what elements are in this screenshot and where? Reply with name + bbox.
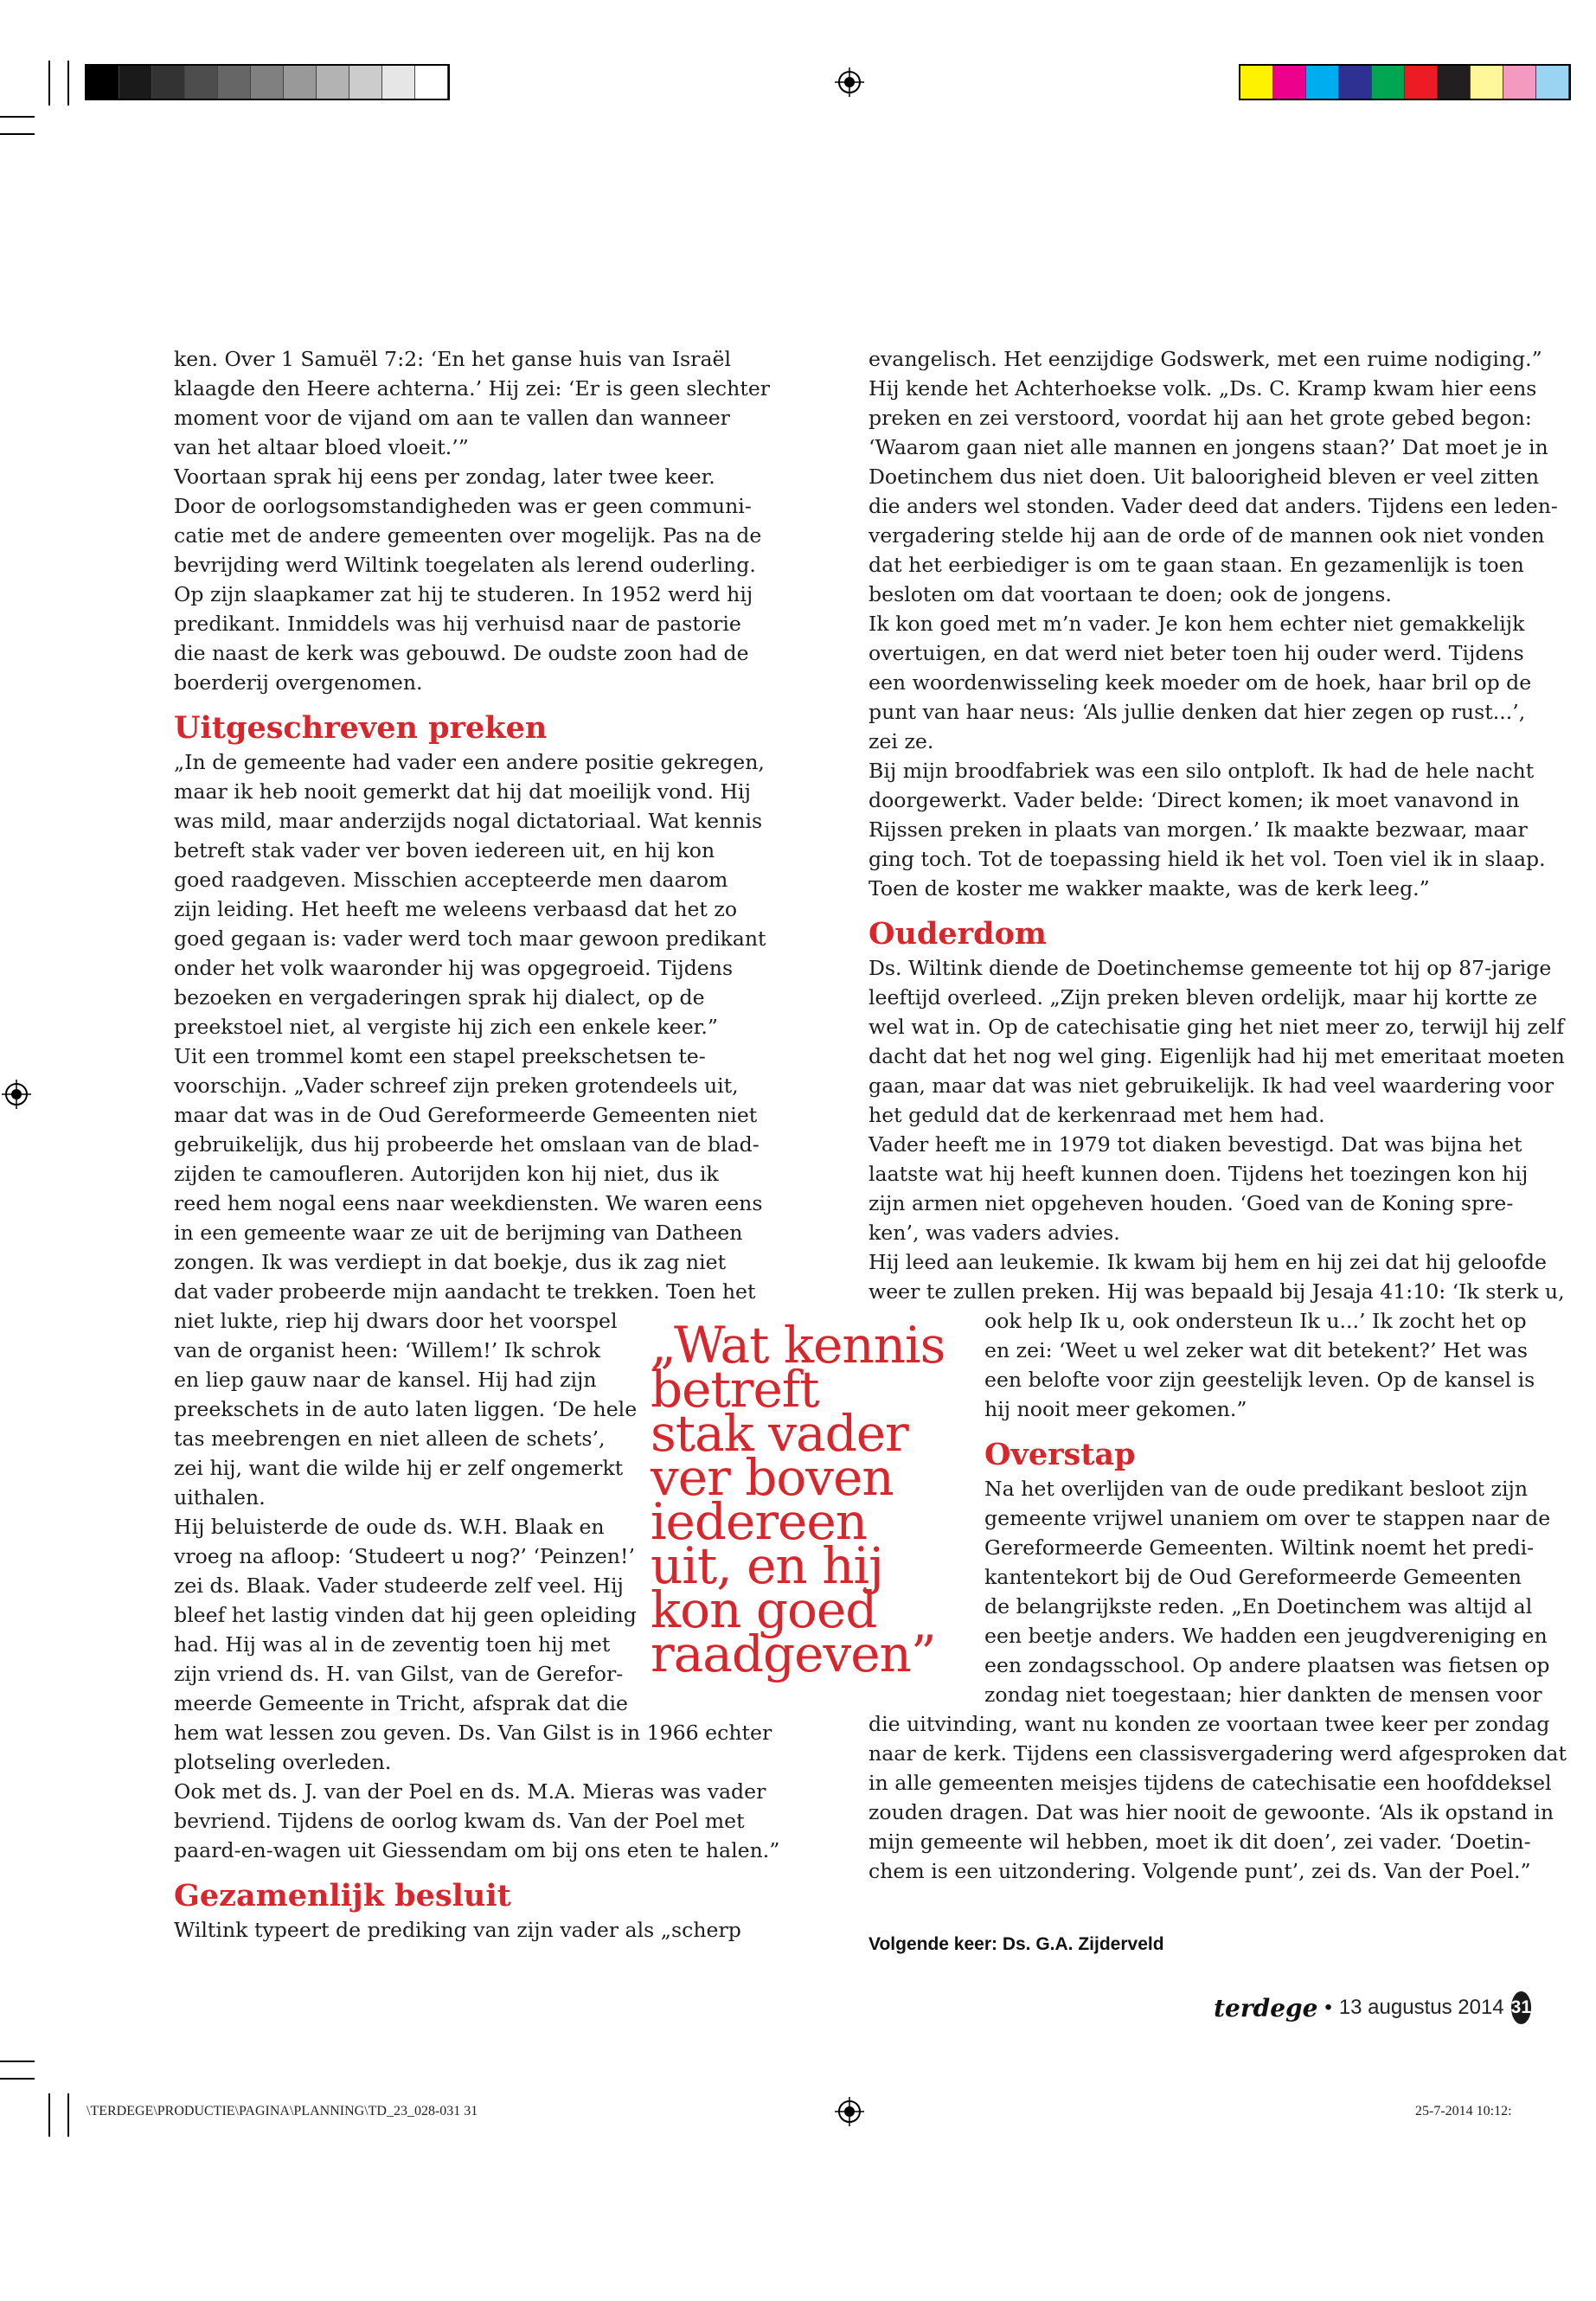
text-line: zijn armen niet opgeheven houden. ‘Goed van de Koning spre- — [869, 1191, 1514, 1215]
crop-mark — [0, 133, 35, 135]
color-swatch — [87, 66, 119, 99]
text-line: hem wat lessen zou geven. Ds. Van Gilst is in 1966 echter — [174, 1721, 772, 1745]
text-line: Doetinchem dus niet doen. Uit baloorigheid bleven er veel zitten — [869, 465, 1540, 489]
text-line: zei ds. Blaak. Vader studeerde zelf veel. Hij — [174, 1574, 624, 1598]
color-swatch — [185, 66, 218, 99]
color-swatch — [1339, 66, 1372, 99]
text-line: Toen de koster me wakker maakte, was de kerk leeg.” — [869, 876, 1430, 901]
pull-quote-line: kon goed — [651, 1580, 877, 1639]
text-line: die anders wel stonden. Vader deed dat anders. Tijdens een leden- — [869, 494, 1558, 518]
text-line: klaagde den Heere achterna.’ Hij zei: ‘Er is geen slechter — [174, 376, 771, 401]
text-line: hij nooit meer gekomen.” — [984, 1397, 1247, 1421]
text-line: Wiltink typeert de prediking van zijn vader als „scherp — [174, 1918, 741, 1942]
crop-mark — [48, 2093, 50, 2137]
text-line: goed gegaan is: vader werd toch maar gewoon predikant — [174, 926, 766, 951]
text-line: dacht dat het nog wel ging. Eigenlijk had hij met emeritaat moeten — [869, 1044, 1565, 1068]
text-line: maar ik heb nooit gemerkt dat hij dat moeilijk vond. Hij — [174, 779, 751, 804]
process-color-bar — [1239, 64, 1571, 100]
text-line: dat het eerbiediger is om te gaan staan. En gezamenlijk is toen — [869, 553, 1524, 577]
text-line: reed hem nogal eens naar weekdiensten. We waren eens — [174, 1191, 763, 1215]
color-swatch — [1438, 66, 1471, 99]
text-line: catie met de andere gemeenten over mogelijk. Pas na de — [174, 523, 762, 548]
color-swatch — [218, 66, 251, 99]
text-line: ken’, was vaders advies. — [869, 1221, 1120, 1245]
text-line: voorschijn. „Vader schreef zijn preken grotendeels uit, — [174, 1074, 739, 1098]
magazine-logo: terdege — [1214, 1993, 1318, 2022]
text-line: Ik kon goed met m’n vader. Je kon hem echter niet gemakkelijk — [869, 612, 1525, 636]
right-column — [869, 344, 1567, 1886]
text-line: zijn vriend ds. H. van Gilst, van de Gerefor- — [174, 1662, 624, 1686]
pull-quote-line: iedereen — [651, 1492, 868, 1551]
color-swatch — [284, 66, 317, 99]
text-line: bleef het lastig vinden dat hij geen opleiding — [174, 1603, 637, 1627]
text-line: overtuigen, en dat werd niet beter toen hij ouder werd. Tijdens — [869, 641, 1524, 665]
text-line: die uitvinding, want nu konden ze voortaan twee keer per zondag — [869, 1712, 1550, 1736]
text-line: en zei: ‘Weet u wel zeker wat dit betekent?’ Het was — [984, 1338, 1528, 1362]
text-line: Hij leed aan leukemie. Ik kwam bij hem en hij zei dat hij geloofde — [869, 1250, 1547, 1274]
text-line: evangelisch. Het eenzijdige Godswerk, met een ruime nodiging.” — [869, 347, 1542, 371]
text-line: zei hij, want die wilde hij er zelf ongemerkt — [174, 1456, 624, 1480]
left-column — [174, 344, 780, 1945]
text-line: Ds. Wiltink diende de Doetinchemse gemeente tot hij op 87-jarige — [869, 956, 1552, 980]
text-line: ‘Waarom gaan niet alle mannen en jongens staan?’ Dat moet je in — [869, 435, 1548, 459]
text-line: preken en zei verstoord, voordat hij aan het grote gebed begon: — [869, 406, 1532, 430]
print-slug-path: \TERDEGE\PRODUCTIE\PAGINA\PLANNING\TD_23_028-031 31 — [87, 2104, 478, 2118]
text-line: gebruikelijk, dus hij probeerde het omslaan van de blad- — [174, 1132, 760, 1157]
text-line: in alle gemeenten meisjes tijdens de catechisatie een hoofddeksel — [869, 1771, 1552, 1795]
pull-quote-line: stak vader — [651, 1404, 908, 1463]
text-line: een zondagsschool. Op andere plaatsen was fietsen op — [984, 1653, 1550, 1677]
text-line: ken. Over 1 Samuël 7:2: ‘En het ganse huis van Israël — [174, 347, 732, 371]
text-line: dat vader probeerde mijn aandacht te trekken. Toen het — [174, 1279, 756, 1304]
color-swatch — [1306, 66, 1339, 99]
heading-gezamenlijk-besluit: Gezamenlijk besluit — [174, 1878, 511, 1913]
color-swatch — [415, 66, 448, 99]
text-line: preekschets in de auto laten liggen. ‘De hele — [174, 1397, 638, 1421]
issue-date: 13 augustus 2014 — [1338, 1996, 1504, 2019]
text-line: van het altaar bloed vloeit.’” — [174, 435, 469, 459]
text-line: in een gemeente waar ze uit de berijming van Datheen — [174, 1221, 743, 1245]
right-intro-text — [869, 344, 1558, 903]
text-line: predikant. Inmiddels was hij verhuisd naar de pastorie — [174, 612, 741, 636]
color-swatch — [1471, 66, 1503, 99]
text-line: preekstoel niet, al vergiste hij zich een enkele keer.” — [174, 1015, 718, 1039]
crop-mark — [0, 116, 35, 118]
text-line: tas meebrengen en niet alleen de schets’, — [174, 1426, 606, 1451]
text-line: meerde Gemeente in Tricht, afsprak dat die — [174, 1691, 628, 1715]
text-line: uithalen. — [174, 1485, 266, 1509]
text-line: Hij beluisterde de oude ds. W.H. Blaak en — [174, 1515, 605, 1539]
section-overstap-text — [869, 1709, 1567, 1886]
text-line: had. Hij was al in de zeventig toen hij met — [174, 1632, 611, 1657]
text-line: die naast de kerk was gebouwd. De oudste zoon had de — [174, 641, 749, 665]
text-line: bevrijding werd Wiltink toegelaten als lerend ouderling. — [174, 553, 756, 577]
text-line: Gereformeerde Gemeenten. Wiltink noemt het predi- — [984, 1535, 1535, 1560]
page-footer — [1214, 1991, 1531, 2024]
text-line: zongen. Ik was verdiept in dat boekje, dus ik zag niet — [174, 1250, 727, 1274]
registration-mark-icon — [835, 67, 864, 97]
text-line: bevriend. Tijdens de oorlog kwam ds. Van der Poel met — [174, 1809, 745, 1833]
text-line: was mild, maar anderzijds nogal dictatoriaal. Wat kennis — [174, 809, 763, 833]
text-line: plotseling overleden. — [174, 1750, 392, 1774]
text-line: en liep gauw naar de kansel. Hij had zijn — [174, 1368, 597, 1392]
next-episode-note: Volgende keer: Ds. G.A. Zijderveld — [869, 1934, 1164, 1954]
text-line: zijden te camoufleren. Autorijden kon hij niet, dus ik — [174, 1162, 719, 1186]
page-number-badge: 31 — [1511, 1991, 1531, 2024]
color-swatch — [1536, 66, 1569, 99]
text-line: laatste wat hij heeft kunnen doen. Tijdens het toezingen kon hij — [869, 1162, 1529, 1186]
text-line: Bij mijn broodfabriek was een silo ontploft. Ik had de hele nacht — [869, 759, 1535, 783]
text-line: zei ze. — [869, 729, 934, 753]
pull-quote-line: ver boven — [651, 1448, 894, 1507]
text-line: Voortaan sprak hij eens per zondag, later twee keer. — [174, 465, 715, 489]
text-line: Ook met ds. J. van der Poel en ds. M.A. Mieras was vader — [174, 1779, 766, 1804]
text-line: besloten om dat voortaan te doen; ook de jongens. — [869, 582, 1392, 606]
text-line: Hij kende het Achterhoekse volk. „Ds. C. Kramp kwam hier eens — [869, 376, 1537, 401]
text-line: zijn leiding. Het heeft me weleens verbaasd dat het zo — [174, 897, 738, 921]
heading-ouderdom: Ouderdom — [869, 916, 1047, 952]
crop-mark — [48, 61, 50, 106]
text-line: een belofte voor zijn geestelijk leven. Op de kansel is — [984, 1368, 1535, 1392]
text-line: onder het volk waaronder hij was opgegroeid. Tijdens — [174, 956, 734, 980]
crop-mark — [67, 61, 69, 106]
color-swatch — [152, 66, 185, 99]
text-line: chem is een uitzondering. Volgende punt’, zei ds. Van der Poel.” — [869, 1859, 1531, 1883]
color-swatch — [1405, 66, 1438, 99]
text-line: ging toch. Tot de toepassing hield ik het vol. Toen viel ik in slaap. — [869, 847, 1546, 871]
text-line: naar de kerk. Tijdens een classisvergadering werd afgesproken dat — [869, 1741, 1567, 1766]
pull-quote-line: uit, en hij — [651, 1536, 884, 1595]
text-line: gemeente vrijwel unaniem om over te stappen naar de — [984, 1506, 1551, 1530]
text-line: mijn gemeente wil hebben, moet ik dit doen’, zei vader. ‘Doetin- — [869, 1830, 1531, 1854]
color-swatch — [317, 66, 349, 99]
pull-quote-line: betreft — [651, 1360, 819, 1419]
text-line: van de organist heen: ‘Willem!’ Ik schrok — [174, 1338, 601, 1362]
registration-mark-icon — [835, 2097, 864, 2126]
text-line: gaan, maar dat was niet gebruikelijk. Ik had veel waardering voor — [869, 1074, 1554, 1098]
text-line: kantentekort bij de Oud Gereformeerde Gemeenten — [984, 1565, 1522, 1589]
pull-quote-line: „Wat kennis — [651, 1316, 945, 1375]
color-swatch — [1273, 66, 1306, 99]
text-line: vergadering stelde hij aan de orde of de mannen ook niet vonden — [869, 523, 1545, 548]
section-ouderdom-indented-text — [869, 1306, 1552, 1424]
heading-overstap: Overstap — [984, 1437, 1136, 1472]
text-line: zouden dragen. Dat was hier nooit de gewoonte. ‘Als ik opstand in — [869, 1800, 1554, 1824]
registration-mark-icon — [2, 1080, 31, 1109]
text-line: niet lukte, riep hij dwars door het voorspel — [174, 1309, 618, 1333]
text-line: paard-en-wagen uit Giessendam om bij ons eten te halen.” — [174, 1838, 780, 1862]
text-line: het geduld dat de kerkenraad met hem had. — [869, 1103, 1325, 1127]
crop-mark — [0, 2061, 35, 2062]
text-line: Rijssen preken in plaats van morgen.’ Ik maakte bezwaar, maar — [869, 817, 1528, 842]
color-swatch — [1240, 66, 1273, 99]
text-line: bezoeken en vergaderingen sprak hij dialect, op de — [174, 985, 705, 1009]
text-line: wel wat in. Op de catechisatie ging het niet meer zo, terwijl hij zelf — [869, 1015, 1565, 1039]
text-line: zondag niet toegestaan; hier dankten de mensen voor — [984, 1682, 1542, 1707]
heading-uitgeschreven-preken: Uitgeschreven preken — [174, 710, 548, 746]
grayscale-color-bar — [85, 64, 450, 100]
text-line: goed raadgeven. Misschien accepteerde men daarom — [174, 868, 728, 892]
text-line: punt van haar neus: ‘Als jullie denken dat hier zegen op rust...’, — [869, 700, 1526, 724]
text-line: leeftijd overleed. „Zijn preken bleven ordelijk, maar hij kortte ze — [869, 985, 1538, 1009]
text-line: doorgewerkt. Vader belde: ‘Direct komen; ik moet vanavond in — [869, 788, 1520, 812]
text-line: ook help Ik u, ook ondersteun Ik u...’ Ik zocht het op — [984, 1309, 1527, 1333]
color-swatch — [1372, 66, 1405, 99]
text-line: een beetje anders. We hadden een jeugdvereniging en — [984, 1624, 1548, 1648]
print-slug-timestamp: 25-7-2014 10:12: — [1415, 2104, 1512, 2118]
color-swatch — [251, 66, 284, 99]
text-line: weer te zullen preken. Hij was bepaald bij Jesaja 41:10: ‘Ik sterk u, — [869, 1279, 1565, 1304]
text-line: een woordenwisseling keek moeder om de hoek, haar bril op de — [869, 670, 1532, 695]
left-intro-text — [174, 344, 771, 697]
footer-separator: • — [1324, 1996, 1332, 2019]
text-line: moment voor de vijand om aan te vallen dan wanneer — [174, 406, 730, 430]
text-line: Vader heeft me in 1979 tot diaken bevestigd. Dat was bijna het — [869, 1132, 1522, 1157]
text-line: de belangrijkste reden. „En Doetinchem was altijd al — [984, 1594, 1533, 1618]
color-swatch — [382, 66, 415, 99]
crop-mark — [67, 2093, 69, 2137]
color-swatch — [119, 66, 152, 99]
text-line: Door de oorlogsomstandigheden was er geen communi- — [174, 494, 752, 518]
section-gezamenlijk-besluit-text — [174, 1915, 745, 1945]
text-line: vroeg na afloop: ‘Studeert u nog?’ ‘Peinzen!’ — [174, 1544, 635, 1568]
color-swatch — [1503, 66, 1536, 99]
crop-mark — [0, 2078, 35, 2080]
section-overstap-indented-text — [869, 1474, 1552, 1709]
section-uitgeschreven-preken-text — [174, 747, 780, 1865]
text-line: Op zijn slaapkamer zat hij te studeren. In 1952 werd hij — [174, 582, 753, 606]
text-line: Uit een trommel komt een stapel preekschetsen te- — [174, 1044, 706, 1068]
text-line: betreft stak vader ver boven iedereen uit, en hij kon — [174, 838, 715, 862]
text-line: „In de gemeente had vader een andere positie gekregen, — [174, 750, 765, 774]
text-line: maar dat was in de Oud Gereformeerde Gemeenten niet — [174, 1103, 758, 1127]
text-line: boerderij overgenomen. — [174, 670, 423, 695]
text-line: Na het overlijden van de oude predikant besloot zijn — [984, 1477, 1529, 1501]
section-ouderdom-text — [869, 953, 1565, 1306]
pull-quote-line: raadgeven” — [651, 1625, 936, 1683]
color-swatch — [349, 66, 382, 99]
